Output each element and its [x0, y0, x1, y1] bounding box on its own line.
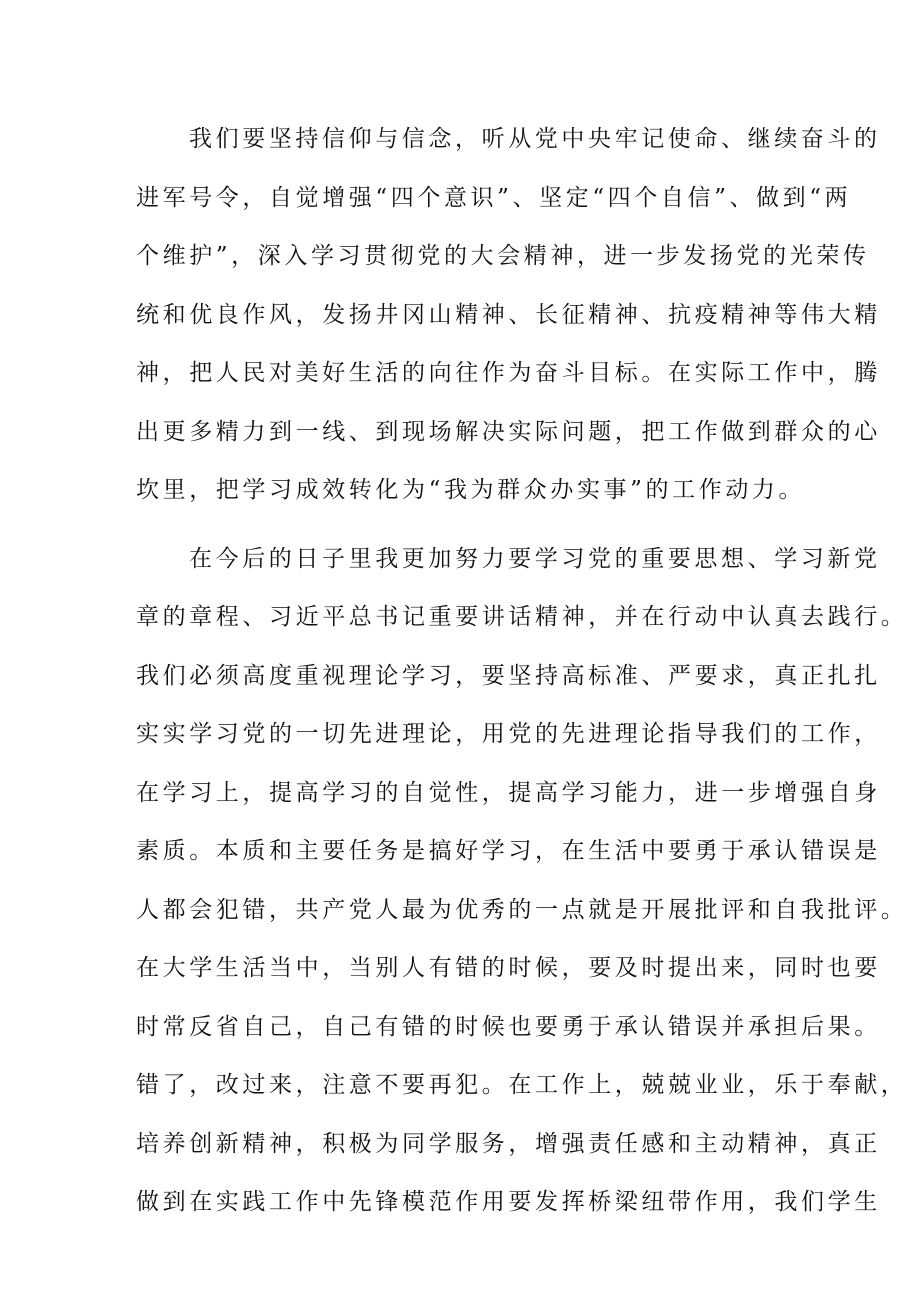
- text-line: 出更多精力到一线、到现场解决实际问题，把工作做到群众的心: [136, 418, 881, 445]
- paragraph-1: [136, 110, 881, 520]
- text-line: 做到在实践工作中先锋模范作用要发挥桥梁纽带作用，我们学生: [136, 1189, 881, 1215]
- text-line: 人都会犯错，共产党人最为优秀的一点就是开展批评和自我批评。: [136, 896, 908, 923]
- text-line: 章的章程、习近平总书记重要讲话精神，并在行动中认真去践行。: [136, 604, 908, 630]
- document-body: [136, 110, 908, 1232]
- text-line: 我们要坚持信仰与信念，听从党中央牢记使命、继续奋斗的: [189, 126, 881, 152]
- text-line: 实实学习党的一切先进理论，用党的先进理论指导我们的工作，: [136, 721, 881, 747]
- text-line: 我们必须高度重视理论学习，要坚持高标准、严要求，真正扎扎: [136, 662, 881, 689]
- text-line: 个维护”，深入学习贯彻党的大会精神，进一步发扬党的光荣传: [136, 243, 870, 269]
- paragraph-2: [136, 530, 908, 1232]
- text-line: 在学习上，提高学习的自觉性，提高学习能力，进一步增强自身: [136, 779, 881, 806]
- text-line: 在今后的日子里我更加努力要学习党的重要思想、学习新党: [189, 545, 881, 572]
- text-line: 进军号令，自觉增强“四个意识”、坚定“四个自信”、做到“两: [136, 184, 852, 211]
- text-line: 在大学生活当中，当别人有错的时候，要及时提出来，同时也要: [136, 955, 881, 981]
- text-line: 错了，改过来，注意不要再犯。在工作上，兢兢业业，乐于奉献，: [136, 1072, 908, 1098]
- text-line: 时常反省自己，自己有错的时候也要勇于承认错误并承担后果。: [136, 1013, 881, 1040]
- text-line: 统和优良作风，发扬井冈山精神、长征精神、抗疫精神等伟大精: [136, 301, 881, 328]
- text-line: 坎里，把学习成效转化为“我为群众办实事”的工作动力。: [136, 477, 806, 503]
- text-line: 素质。本质和主要任务是搞好学习，在生活中要勇于承认错误是: [136, 838, 881, 864]
- text-line: 神，把人民对美好生活的向往作为奋斗目标。在实际工作中，腾: [136, 360, 881, 386]
- text-line: 培养创新精神，积极为同学服务，增强责任感和主动精神，真正: [136, 1130, 881, 1157]
